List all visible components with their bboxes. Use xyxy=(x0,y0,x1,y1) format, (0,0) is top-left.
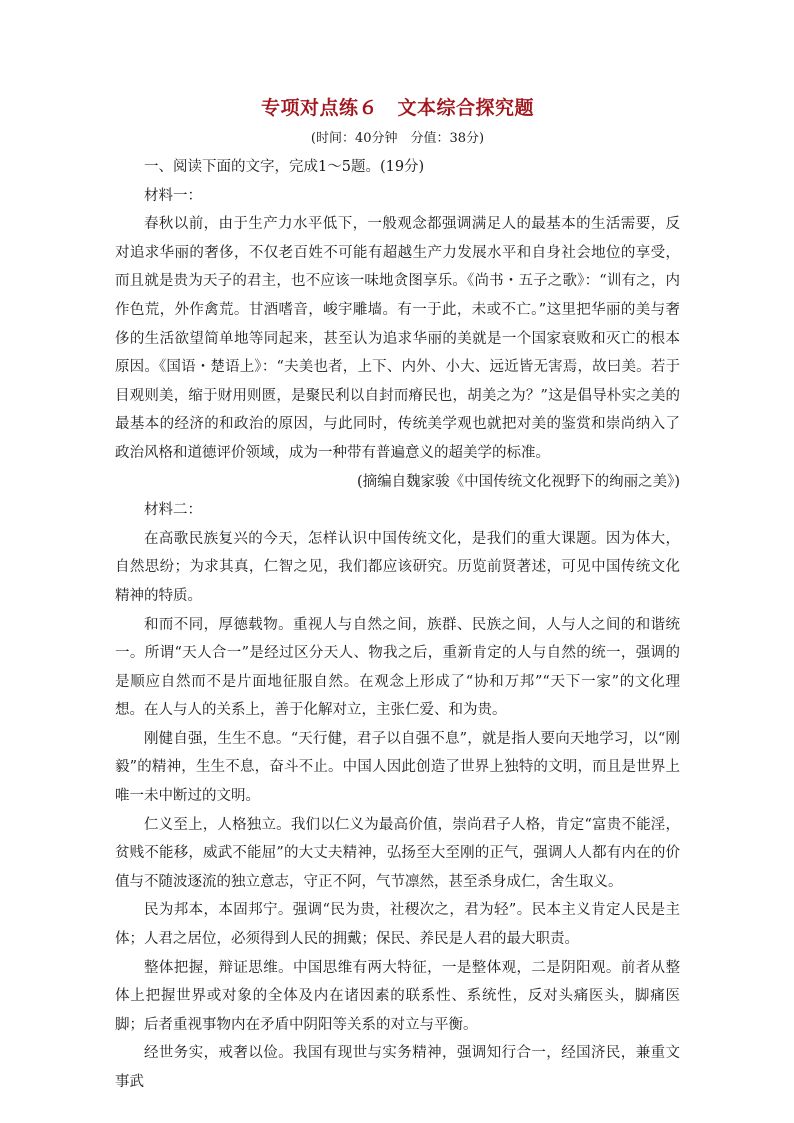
material1-source: (摘编自魏家骏《中国传统文化视野下的绚丽之美》) xyxy=(356,473,680,490)
material2-paragraph: 在高歌民族复兴的今天，怎样认识中国传统文化，是我们的重大课题。因为体大，自然思纷；为求其真，仁智之见，我们都应该研究。历览前贤著述，可见中国传统文化精神的特质。 xyxy=(115,530,680,604)
material2-paragraph: 整体把握，辩证思维。中国思维有两大特征，一是整体观，二是阴阳观。前者从整体上把握世界或对象的全体及内在诸因素的联系性、系统性，反对头痛医头，脚痛医脚；后者重视事物内在矛盾中阴阳等关系的对立与平衡。 xyxy=(115,959,680,1033)
material1-paragraph: 春秋以前，由于生产力水平低下，一般观念都强调满足人的最基本的生活需要，反对追求华丽的奢侈，不仅老百姓不可能有超越生产力发展水平和自身社会地位的享受，而且就是贵为天子的君主，也不应该一味地贪图享乐。《尚书・五子之歌》：“训有之，内作色荒，外作禽荒。甘酒嗜音，峻宇雕墙。有一于此，未或不亡。”这里把华丽的美与奢侈的生活欲望简单地等同起来，甚至认为追求华丽的美就是一个国家衰败和灭亡的根本原因。《国语・楚语上》：“夫美也者，上下、内外、小大、远近皆无害焉，故曰美。若于目观则美，缩于财用则匮，是聚民利以自封而瘠民也，胡美之为？”这是倡导朴实之美的最基本的经济的和政治的原因，与此同时，传统美学观也就把对美的鉴赏和崇尚纳入了政治风格和道德评价领域，成为一种带有普遍意义的超美学的标准。 xyxy=(115,216,680,461)
material2-paragraph: 仁义至上，人格独立。我们以仁义为最高价值，崇尚君子人格，肯定“富贵不能淫，贫贱不能移，威武不能屈”的大丈夫精神，弘扬至大至刚的正气，强调人人都有内在的价值与不随波逐流的独立意志，守正不阿，气节凛然，甚至杀身成仁，舍生取义。 xyxy=(115,816,680,890)
material2-paragraph: 民为邦本，本固邦宁。强调“民为贵，社稷次之，君为轻”。民本主义肯定人民是主体；人君之居位，必须得到人民的拥戴；保民、养民是人君的最大职责。 xyxy=(115,902,680,948)
page-title: 专项对点练６ 文本综合探究题 xyxy=(260,97,534,119)
material2-paragraph: 经世务实，戒奢以俭。我国有现世与实务精神，强调知行合一，经国济民，兼重文事武 xyxy=(115,1045,680,1090)
document-page xyxy=(115,95,680,1097)
material1-label: 材料一： xyxy=(144,187,202,204)
material2-label: 材料二： xyxy=(144,502,202,519)
question-instruction: 一、阅读下面的文字，完成1～5题。(19分) xyxy=(144,159,425,175)
material2-paragraph: 和而不同，厚德载物。重视人与自然之间，族群、民族之间，人与人之间的和谐统一。所谓“天人合一”是经过区分天人、物我之后，重新肯定的人与自然的统一，强调的是顺应自然而不是片面地征服自然。在观念上形成了“协和万邦”“天下一家”的文化理想。在人与人的关系上，善于化解对立，主张仁爱、和为贵。 xyxy=(115,616,680,719)
material2-paragraph: 刚健自强，生生不息。“天行健，君子以自强不息”，就是指人要向天地学习，以“刚毅”的精神，生生不息，奋斗不止。中国人因此创造了世界上独特的文明，而且是世界上唯一未中断过的文明。 xyxy=(115,730,680,805)
exam-meta: (时间：40分钟 分值：38分) xyxy=(310,131,485,146)
